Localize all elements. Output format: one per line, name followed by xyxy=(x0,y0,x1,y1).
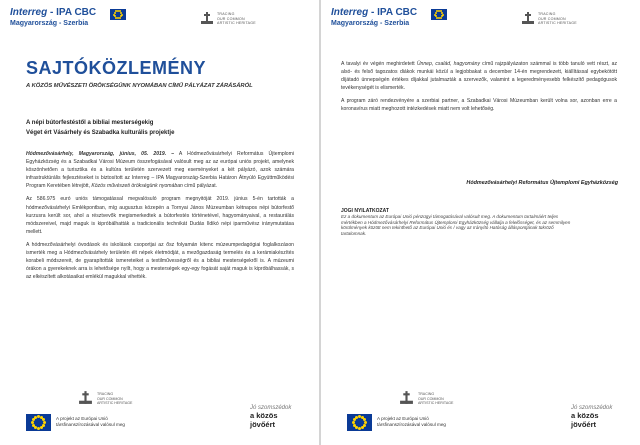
paragraph-text: című rajzpályázaton számmal is több tanuló vett részt, az alsó- és felső tagozatos diákok munkái közül a legjobbakat a december 14-én megrendezett, kiállítással egybekötött díjátadó ünnepségén értékes díjakkal jutalmazták a szervezők, valamint a legeredményesebb felkészítő pedagógusok tevékenységét is elismerték. xyxy=(341,61,618,92)
tracing-heritage-text xyxy=(97,392,132,406)
logo-line: TRACING xyxy=(217,12,235,16)
eu-star-icon xyxy=(40,426,43,429)
page-footer xyxy=(0,388,319,444)
signature: Hódmezővásárhelyi Református Újtemplomi Egyházközség xyxy=(466,180,618,186)
tracing-heritage-logo xyxy=(200,9,260,29)
brand-countries: Magyarország - Szerbia xyxy=(331,20,410,27)
eu-star-icon xyxy=(115,17,117,19)
slogan-line: jövőért xyxy=(571,419,597,429)
logo-line: ARTISTIC HERITAGE xyxy=(418,401,454,405)
logo-line: OUR COMMON xyxy=(97,396,123,401)
interreg-brand xyxy=(10,8,96,27)
eu-text-line: A projekt az Európai Unió xyxy=(56,416,108,421)
slogan-logo xyxy=(250,405,291,428)
brand-interreg: Interreg xyxy=(331,7,369,18)
eu-star-icon xyxy=(32,418,35,421)
legal-title: JOGI NYILATKOZAT xyxy=(341,208,389,214)
eu-star-icon xyxy=(355,426,358,429)
section-title: A népi bútorfestéstől a bibliai mesterségekig xyxy=(26,120,154,126)
slogan-line: Jó szomszédok xyxy=(250,405,292,411)
eu-star-icon xyxy=(353,418,356,421)
dateline: Hódmezővásárhely, Magyarország, június, 05. 2019. – xyxy=(26,151,175,157)
logo-line: TRACING xyxy=(97,392,114,396)
slogan-line: a közös xyxy=(571,411,599,420)
legal-text: Ez a dokumentum az Európai Unió pénzügyi támogatásával valósult meg. A dokumentum tartalmáért teljes mértékben a Hódmezővásárhelyi Református Újtemplomi Egyházközség vállalja a felelősséget, és az semmilyen körülmények között nem tekinthető az Európai Unió és / vagy az Irányító Hatóság álláspontjának tükröző tartalomnak. xyxy=(341,214,571,236)
slogan-logo xyxy=(571,405,612,428)
brand-program: - IPA CBC xyxy=(368,7,418,18)
logo-line: OUR COMMON xyxy=(418,396,444,401)
eu-star-icon xyxy=(37,427,40,430)
eu-flag-icon xyxy=(110,9,126,20)
page-subtitle: A KÖZÖS MŰVÉSZETI ÖRÖKSÉGÜNK NYOMÁBAN CÍMŰ PÁLYÁZAT ZÁRÁSÁRÓL xyxy=(26,83,253,89)
eu-star-icon xyxy=(42,418,45,421)
paragraph: A program záró rendezvényére a szerbiai partner, a Szabadkai Városi Múzeumban került volna sor, azonban erre a koronavírus miatt meghozott intézkedések miatt nem volt lehetőség. xyxy=(341,98,617,113)
logo-line: ARTISTIC HERITAGE xyxy=(538,21,577,25)
eu-flag-icon xyxy=(431,9,447,20)
page-title: SAJTÓKÖZLEMÉNY xyxy=(26,58,207,78)
brand-line1 xyxy=(331,8,417,18)
brand-countries: Magyarország - Szerbia xyxy=(10,20,89,27)
tracing-heritage-logo xyxy=(521,9,581,29)
eu-star-icon xyxy=(113,14,115,16)
page-footer xyxy=(321,388,640,444)
logo-line: TRACING xyxy=(538,12,556,16)
eu-star-icon xyxy=(34,426,37,429)
church-icon xyxy=(399,390,414,405)
paragraph xyxy=(26,150,294,190)
left-page xyxy=(0,0,319,445)
eu-star-icon xyxy=(119,17,121,19)
logo-line: TRACING xyxy=(418,392,435,396)
logo-line: ARTISTIC HERITAGE xyxy=(97,401,133,405)
tracing-heritage-logo xyxy=(399,388,499,408)
eu-text-line: A projekt az Európai Unió xyxy=(377,416,429,421)
paragraph xyxy=(341,60,617,92)
paragraph-text: A Hódmezővásárhelyi Református Újtemplomi Egyházközség és a Szabadkai Városi Múzeum összefogásával valósult meg az az európai uniós projekt, amelynek köszönhetően a turisztika és a kultúra területén szervezett meg eseményeket a két pályázó, azok számára infrastruktúrális fejlesztéseket is biztosított az Interreg – IPA Magyarország-Szerbia Határon Átnyúló Együttműködési Program Keretében létrejött, xyxy=(26,151,294,190)
slogan-line: a közös xyxy=(250,411,278,420)
project-name: Közös művészeti örökségünk nyomában xyxy=(91,183,183,190)
section-subtitle: Véget ért Vásárhely és Szabadka kulturális projektje xyxy=(26,130,175,136)
paragraph: Az 586.975 euró uniós támogatással megvalósuló program megnyitóját 2019. június 5-én tartották a hódmezővásárhelyi Emlékpontban, míg augusztus közepén a Tornyai János Múzeumban kétnapos népi bútorfestő kurzusra került sor, ahol a résztvevők megismerkedtek a bútorfestés történetével, hagyományaival, a restaurálás módszereivel, majd maguk is kipróbálhatták a tradicionális technikát Dudás Ildikó népi iparművész iránymutatása mellett. xyxy=(26,196,294,235)
eu-star-icon xyxy=(363,418,366,421)
tracing-heritage-text xyxy=(217,12,256,26)
tracing-heritage-text xyxy=(538,12,577,26)
church-icon xyxy=(521,11,535,25)
page-header xyxy=(331,6,630,32)
page-header xyxy=(10,6,309,32)
eu-star-icon xyxy=(32,424,35,427)
eu-star-icon xyxy=(42,424,45,427)
brand-interreg: Interreg xyxy=(10,7,48,18)
tracing-heritage-logo xyxy=(78,388,178,408)
slogan-line: Jó szomszédok xyxy=(571,405,613,411)
eu-star-icon xyxy=(353,424,356,427)
eu-star-icon xyxy=(120,12,122,14)
eu-star-icon xyxy=(363,424,366,427)
eu-star-icon xyxy=(31,421,34,424)
eu-star-icon xyxy=(438,17,440,19)
right-page xyxy=(321,0,640,445)
eu-star-icon xyxy=(441,12,443,14)
eu-text-line: társfinanszírozásával valósul meg xyxy=(56,422,125,427)
eu-star-icon xyxy=(358,427,361,430)
brand-line1 xyxy=(10,8,96,18)
paragraph: A hódmezővásárhelyi óvodások és iskolások csoportjai az ősz folyamán kitenc múzeumpedagógiai foglalkozáson ismerték meg a Hódmezővásárhely területén élt népek életmódját, a mezőgazdaság termelés és a kerámiakészítés korabeli módszereit, de gyarapították ismereteiket a textilművességről és a bibliai mesterségekről is. A múzeumi órákon a gyerekeknek arra is lehetősége nyílt, hogy a mesterségek egy-egy fogását saját maguk is kipróbálhassák, s az elkészített alkotásaikat emlékül magukkal vihették. xyxy=(26,241,294,281)
paragraph-text: A tavalyi év végén meghirdetett xyxy=(341,61,417,67)
brand-program: - IPA CBC xyxy=(47,7,97,18)
eu-flag-icon xyxy=(347,414,372,431)
eu-star-icon xyxy=(117,17,119,19)
church-icon xyxy=(78,390,93,405)
eu-text-line: társfinanszírozásával valósul meg xyxy=(377,422,446,427)
eu-star-icon xyxy=(440,17,442,19)
eu-star-icon xyxy=(352,421,355,424)
eu-star-icon xyxy=(361,426,364,429)
logo-line: OUR COMMON xyxy=(217,16,245,21)
tracing-heritage-text xyxy=(418,392,453,406)
church-icon xyxy=(200,11,214,25)
logo-line: ARTISTIC HERITAGE xyxy=(217,21,256,25)
body-text xyxy=(341,60,617,119)
eu-flag-icon xyxy=(26,414,51,431)
body-text xyxy=(26,150,294,286)
contest-name: Ünnep, család, hagyomány xyxy=(416,61,480,67)
interreg-brand xyxy=(331,8,417,27)
eu-star-icon xyxy=(434,14,436,16)
eu-cofinancing-text xyxy=(56,416,125,428)
eu-star-icon xyxy=(436,17,438,19)
eu-cofinancing-text xyxy=(377,416,446,428)
paragraph-text: című pályázat. xyxy=(182,183,218,190)
slogan-line: jövőért xyxy=(250,419,276,429)
logo-line: OUR COMMON xyxy=(538,16,566,21)
